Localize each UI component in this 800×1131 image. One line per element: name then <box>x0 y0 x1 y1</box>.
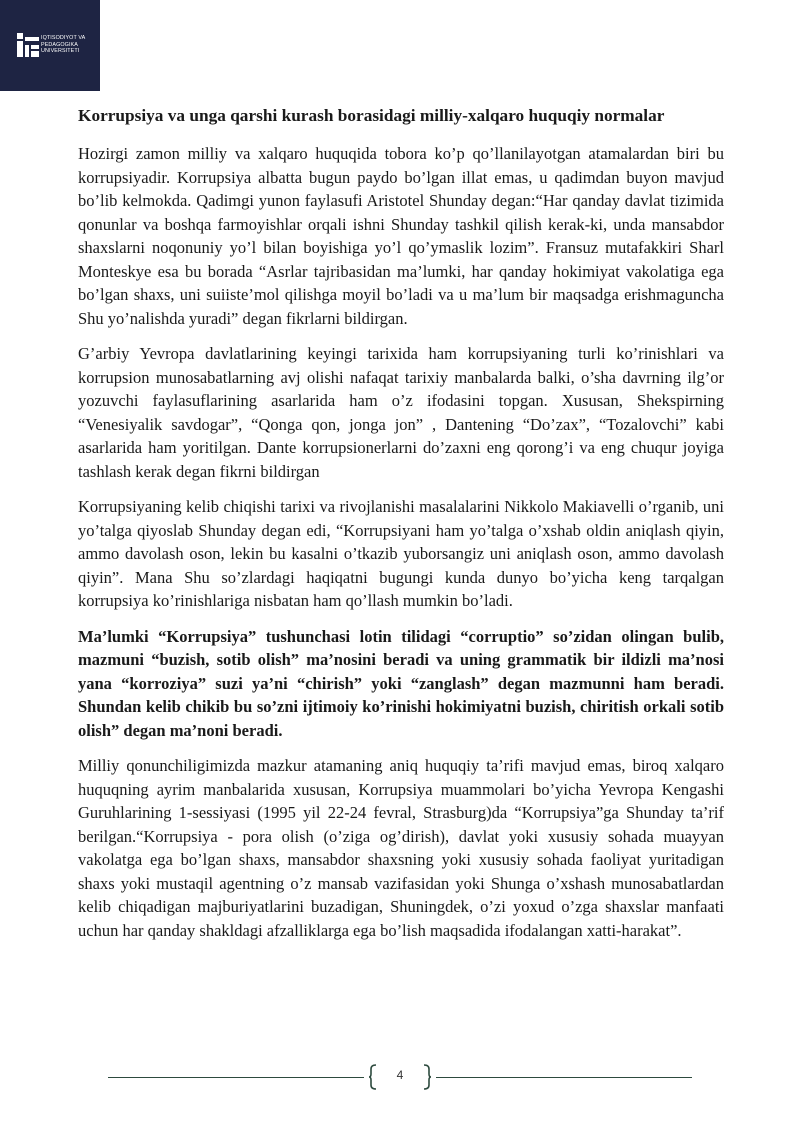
paragraph: Korrupsiyaning kelib chiqishi tarixi va rivojlanishi masalalarini Nikkolo Makiavelli o’rganib, uni yo’talga qiyoslab Shunday degan edi, “Korrupsiyani ham yo’talga o’xshab oldin aniqlash qiyin, ammo davolash oson, lekin bu kasalni o’tkazib yuborsangiz uni aniqlash oson, ammo davolash qiyin”. Mana Shu so’zlardagi haqiqatni bugungi kunda dunyo bo’yicha keng tarqalgan korrupsiya ko’rinishlariga nisbatan ham qo’llash mumkin bo’ladi. <box>78 497 724 610</box>
paragraph: Milliy qonunchiligimizda mazkur atamaning aniq huquqiy ta’rifi mavjud emas, biroq xalqaro huquqning ayrim manbalarida xususan, Korrupsiya muammolari bo’yicha Yevropa Kengashi Guruhlarining 1-sessiyasi (1995 yil 22-24 fevral, Strasburg)da “Korrupsiya”ga Shunday ta’rif berilgan.“Korrupsiya - pora olish (o’ziga og’dirish), davlat yoki xususiy sohada muayyan vakolatga ega bo’lgan shaxs, mansabdor shaxsning yoki xususiy sohada faoliyat yuritadigan shaxs yoki mustaqil agentning o’z mansab vazifasidan yoki Shunga o’xshash munosabatlardan kelib chiqadigan majburiyatlarini buzadigan, Shuningdek, o’zi yoxud o’zga shaxslar manfaati uchun har qanday shakldagi afzalliklarga ega bo’lish maqsadida ifodalangan xatti-harakat”. <box>78 756 724 940</box>
logo-mark-icon <box>17 33 39 57</box>
page-footer <box>108 1062 692 1092</box>
logo-text <box>41 35 97 55</box>
page-number: 4 <box>396 1068 404 1082</box>
logo-line: UNIVERSITETI <box>41 48 80 55</box>
document-title: Korrupsiya va unga qarshi kurash borasidagi milliy-xalqaro huquqiy normalar <box>78 106 665 125</box>
university-logo <box>0 0 100 91</box>
paragraph: G’arbiy Yevropa davlatlarining keyingi tarixida ham korrupsiyaning turli ko’rinishlari va korrupsion munosabatlarning avj olishi nafaqat tarixiy manbalarda balki, o’sha davrning ilg’or yozuvchi faylasuflarining asarlarida ham o’z ifodasini topgan. Xususan, Shekspirning “Venesiyalik savdogar”, “Qonga qon, jonga jon” , Dantening “Do’zax”, “Tozalovchi” kabi asarlarida ham yoritilgan. Dante korrupsionerlarni do’zaxni eng qorong’i va eng chuqur joyiga tashlash kerak degan fikrni bildirgan <box>78 344 724 481</box>
logo-line: IQTISODIYOT VA <box>41 35 86 41</box>
footer-divider-left <box>108 1077 364 1078</box>
document-body <box>78 103 724 954</box>
footer-divider-right <box>436 1077 692 1078</box>
right-brace-icon <box>422 1064 432 1090</box>
left-brace-icon <box>368 1064 378 1090</box>
logo-line: PEDAGOGIKA <box>41 41 78 48</box>
paragraph-bold: Ma’lumki “Korrupsiya” tushunchasi lotin tilidagi “corruptio” so’zidan olingan bulib, mazmuni “buzish, sotib olish” ma’nosini beradi va uning grammatik bir ildizli ma’nosi yana “korroziya” suzi ya’ni “chirish” yoki “zanglash” degan mazmunni ham beradi. Shundan kelib chikib bu so’zni ijtimoiy ko’rinishi hokimiyatni buzish, chiritish orkali sotib olish” degan ma’noni beradi. <box>78 626 724 740</box>
paragraph: Hozirgi zamon milliy va xalqaro huquqida tobora ko’p qo’llanilayotgan atamalardan biri bu korrupsiyadir. Korrupsiya albatta bugun paydo bo’lgan illat emas, u qadimdan buyon mavjud bo’lib kelmokda. Qadimgi yunon faylasufi Aristotel Shunday degan:“Har qanday davlat tizimida qonunlar va boshqa farmoyishlar orqali ishni Shunday tashkil qilish kerak-ki, unda mansabdor shaxslarni noqonuniy yo’l bilan boyishiga yo’l qo’ymaslik lozim”. Fransuz mutafakkiri Sharl Monteskye esa bu borada “Asrlar tajribasidan ma’lumki, har qanday hokimiyat vakolatiga ega bo’lgan shaxs, uni suiiste’mol qilishga moyil bo’ladi va u ma’lum bir maqsadga erishmaguncha Shu yo’nalishda yuradi” degan fikrlarni bildirgan. <box>78 144 724 328</box>
